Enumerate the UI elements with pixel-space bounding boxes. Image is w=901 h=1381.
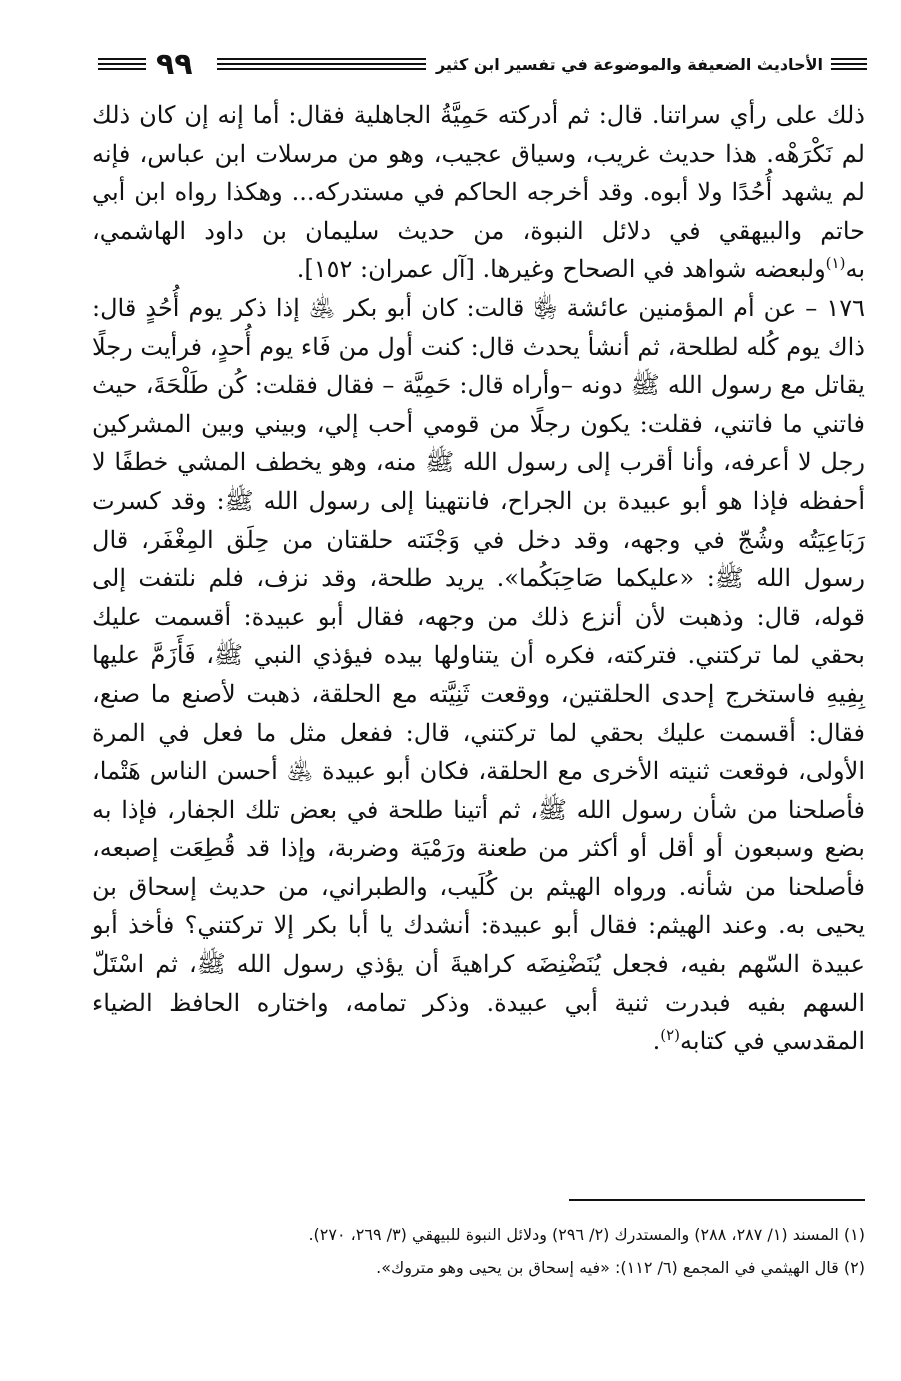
page-number: ٩٩ xyxy=(156,46,193,82)
footnote-ref-2[interactable]: (٢) xyxy=(660,1026,681,1045)
paragraph-2-end: . xyxy=(652,1027,661,1056)
header-rule-middle xyxy=(217,58,426,70)
paragraph-2 xyxy=(92,289,865,1061)
paragraph-1-end: ولبعضه شواهد في الصحاح وغيرها. [آل عمران: ١٥٢]. xyxy=(296,255,826,284)
paragraph-1 xyxy=(92,96,865,289)
header-rule-left xyxy=(98,58,146,70)
footnote-2: (٢) قال الهيثمي في المجمع (٦/ ١١٢): «فيه إسحاق بن يحيى وهو متروك». xyxy=(376,1258,865,1277)
footnote-ref-1[interactable]: (١) xyxy=(825,254,846,273)
header-rule-right xyxy=(831,58,867,70)
main-text xyxy=(92,96,865,1061)
paragraph-1-text: ذلك على رأي سراتنا. قال: ثم أدركته حَمِيَّةُ الجاهلية فقال: أما إنه إن كان ذلك لم نَكْرَهْه. هذا حديث غريب، وسياق عجيب، وهو من مرسلات ابن عباس، فإنه لم يشهد أُحُدًا ولا أبوه. وقد أخرجه الحاكم في مستدركه... وهكذا رواه ابن أبي حاتم والبيهقي في دلائل النبوة، من حديث سليمان بن داود الهاشمي، به xyxy=(92,101,865,284)
running-title: الأحاديث الضعيفة والموضوعة في تفسير ابن كثير xyxy=(435,54,823,74)
footnote-separator xyxy=(569,1199,865,1201)
footnotes xyxy=(92,1218,865,1284)
paragraph-2-text: ١٧٦ – عن أم المؤمنين عائشة ﵂ قالت: كان أبو بكر ﵁ إذا ذكر يوم أُحُدٍ قال: ذاك يوم كُله لطلحة، ثم أنشأ يحدث قال: كنت أول من فَاء يوم أُحدٍ، فرأيت رجلًا يقاتل مع رسول الله ﷺ دونه –وأراه قال: حَمِيَّة – فقال فقلت: كُن طَلْحَةَ، حيث فاتني ما فاتني، فقلت: يكون رجلًا من قومي أحب إلي، وبيني وبين المشركين رجل لا أعرفه، وأنا أقرب إلى رسول الله ﷺ منه، وهو يخطف المشي خطفًا لا أحفظه فإذا هو أبو عبيدة بن الجراح، فانتهينا إلى رسول الله ﷺ: وقد كسرت رَبَاعِيَتُه وشُجّ في وجهه، وقد دخل في وَجْنَته حلقتان من حِلَق المِغْفَر، قال رسول الله ﷺ: «عليكما صَاحِبَكُما». يريد طلحة، وقد نزف، فلم نلتفت إلى قوله، قال: وذهبت لأن أنزع ذلك من وجهه، فقال أبو عبيدة: أقسمت عليك بحقي لما تركتني. فتركته، فكره أن يتناولها بيده فيؤذي النبي ﷺ، فَأَزَمَّ عليها بِفِيهِ فاستخرج إحدى الحلقتين، ووقعت ثَنِيَّته مع الحلقة، ذهبت لأصنع ما صنع، فقال: أقسمت عليك بحقي لما تركتني، قال: ففعل مثل ما فعل في المرة الأولى، فوقعت ثنيته الأخرى مع الحلقة، فكان أبو عبيدة ﵁ أحسن الناس هَتْما، فأصلحنا من شأن رسول الله ﷺ، ثم أتينا طلحة في بعض تلك الجفار، فإذا به بضع وسبعون أو أقل أو أكثر من طعنة ورَمْيَة وضربة، وإذا قد قُطِعَت إصبعه، فأصلحنا من شأنه. ورواه الهيثم بن كُلَيب، والطبراني، من حديث إسحاق بن يحيى به. وعند الهيثم: فقال أبو عبيدة: أنشدك يا أبا بكر إلا تركتني؟ فأخذ أبو عبيدة السّهم بفيه، فجعل يُنَضْنِضَه كراهيةَ أن يؤذي رسول الله ﷺ، ثم اسْتَلّ السهم بفيه فبدرت ثنية أبي عبيدة. وذكر تمامه، واختاره الحافظ الضياء المقدسي في كتابه xyxy=(92,293,865,1056)
page-header xyxy=(98,44,867,84)
footnote-1: (١) المسند (١/ ٢٨٧، ٢٨٨) والمستدرك (٢/ ٢٩٦) ودلائل النبوة للبيهقي (٣/ ٢٦٩، ٢٧٠). xyxy=(308,1225,865,1244)
